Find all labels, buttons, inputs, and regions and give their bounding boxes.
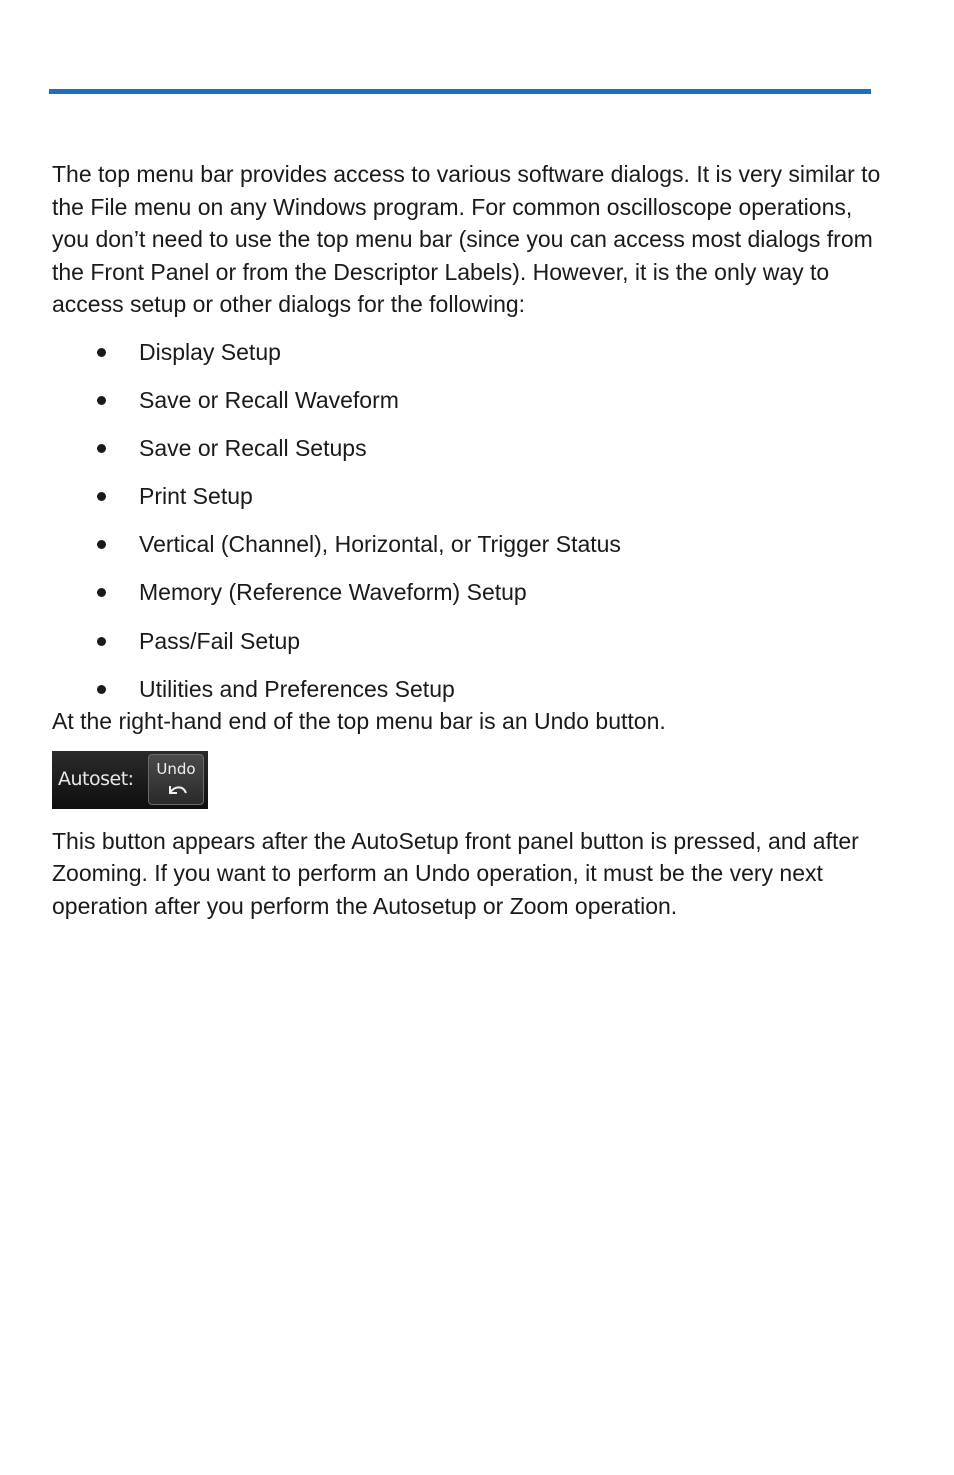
list-item bbox=[52, 432, 882, 465]
list-item bbox=[52, 480, 882, 513]
bullet-icon bbox=[97, 396, 106, 405]
list-item bbox=[52, 384, 882, 417]
list-item-text: Display Setup bbox=[139, 338, 281, 365]
bullet-icon bbox=[97, 444, 106, 453]
bullet-icon bbox=[97, 348, 106, 357]
undo-arrow-icon bbox=[165, 781, 189, 799]
autoset-label: Autoset: bbox=[58, 767, 134, 790]
list-item-text: Utilities and Preferences Setup bbox=[139, 675, 455, 702]
undo-intro-paragraph: At the right-hand end of the top menu bar is an Undo button. bbox=[52, 708, 666, 734]
list-item-text: Print Setup bbox=[139, 483, 253, 510]
page-content bbox=[52, 158, 882, 922]
bullet-icon bbox=[97, 685, 106, 694]
closing-paragraph: This button appears after the AutoSetup front panel button is pressed, and after Zooming. If you want to perform an Undo operation, it must be the very next operation after you perform the Autosetup or Zoom operation. bbox=[52, 827, 859, 919]
list-item bbox=[52, 673, 882, 706]
bullet-icon bbox=[97, 588, 106, 597]
undo-label: Undo bbox=[156, 759, 196, 778]
autoset-undo-widget bbox=[52, 751, 208, 809]
intro-paragraph: The top menu bar provides access to various software dialogs. It is very similar to the File menu on any Windows program. For common oscilloscope operations, you don’t need to use the top menu bar (since you can access most dialogs from the Front Panel or from the Descriptor Labels). However, it is the only way to access setup or other dialogs for the following: bbox=[52, 161, 881, 317]
list-item-text: Pass/Fail Setup bbox=[139, 627, 301, 654]
bullet-icon bbox=[97, 540, 106, 549]
list-item-text: Save or Recall Setups bbox=[139, 434, 367, 461]
list-item bbox=[52, 336, 882, 369]
list-item bbox=[52, 576, 882, 609]
list-item-text: Memory (Reference Waveform) Setup bbox=[139, 579, 527, 606]
list-item-text: Save or Recall Waveform bbox=[139, 386, 399, 413]
bullet-icon bbox=[97, 492, 106, 501]
list-item-text: Vertical (Channel), Horizontal, or Trigger Status bbox=[139, 531, 621, 558]
list-item bbox=[52, 625, 882, 658]
bullet-icon bbox=[97, 637, 106, 646]
undo-button[interactable] bbox=[148, 754, 204, 805]
list-item bbox=[52, 528, 882, 561]
header-rule bbox=[49, 89, 871, 94]
dialog-list bbox=[52, 336, 882, 706]
